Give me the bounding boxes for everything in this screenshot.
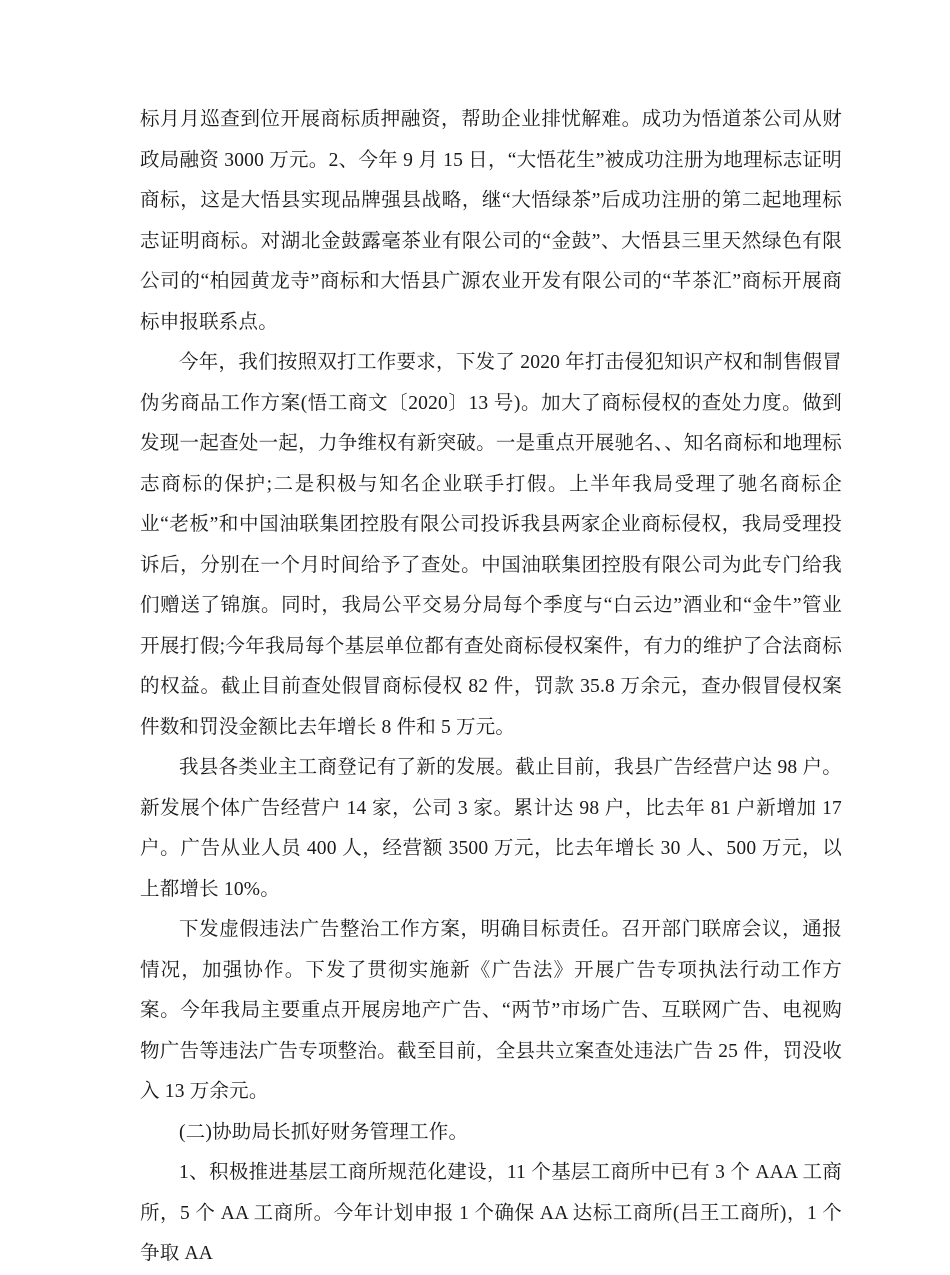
paragraph: 我县各类业主工商登记有了新的发展。截止目前，我县广告经营户达 98 户。新发展个体广告经营户 14 家，公司 3 家。累计达 98 户，比去年 81 户新增加 17 户。广告从业人员 400 人，经营额 3500 万元，比去年增长 30 人、500 万元，以上都增长 10%。 — [140, 757, 842, 900]
paragraph: (二)协助局长抓好财务管理工作。 — [179, 1121, 469, 1143]
paragraph: 下发虚假违法广告整治工作方案，明确目标责任。召开部门联席会议，通报情况，加强协作。下发了贯彻实施新《广告法》开展广告专项执法行动工作方案。今年我局主要重点开展房地产广告、“两节”市场广告、互联网广告、电视购物广告等违法广告专项整治。截至目前，全县共立案查处违法广告 25 件，罚没收入 13 万余元。 — [140, 919, 842, 1102]
paragraph: 今年，我们按照双打工作要求，下发了 2020 年打击侵犯知识产权和制售假冒伪劣商品工作方案(悟工商文〔2020〕13 号)。加大了商标侵权的查处力度。做到发现一起查处一起，力争维权有新突破。一是重点开展驰名、、知名商标和地理标志商标的保护;二是积极与知名企业联手打假。上半年我局受理了驰名商标企业“老板”和中国油联集团控股有限公司投诉我县两家企业商标侵权，我局受理投诉后，分别在一个月时间给予了查处。中国油联集团控股有限公司为此专门给我们赠送了锦旗。同时，我局公平交易分局每个季度与“白云边”酒业和“金牛”管业开展打假;今年我局每个基层单位都有查处商标侵权案件，有力的维护了合法商标的权益。截止目前查处假冒商标侵权 82 件，罚款 35.8 万余元，查办假冒侵权案件数和罚没金额比去年增长 8 件和 5 万元。 — [140, 352, 842, 738]
paragraph: 标月月巡查到位开展商标质押融资，帮助企业排忧解难。成功为悟道茶公司从财政局融资 3000 万元。2、今年 9 月 15 日，“大悟花生”被成功注册为地理标志证明商标，这是大悟县实现品牌强县战略，继“大悟绿茶”后成功注册的第二起地理标志证明商标。对湖北金鼓露毫茶业有限公司的“金鼓”、大悟县三里天然绿色有限公司的“柏园黄龙寺”商标和大悟县广源农业开发有限公司的“芊茶汇”商标开展商标申报联系点。 — [140, 109, 842, 333]
paragraph: 1、积极推进基层工商所规范化建设，11 个基层工商所中已有 3 个 AAA 工商所，5 个 AA 工商所。今年计划申报 1 个确保 AA 达标工商所(吕王工商所)，1 个争取 AA — [140, 1162, 842, 1264]
document-body — [140, 100, 842, 1275]
